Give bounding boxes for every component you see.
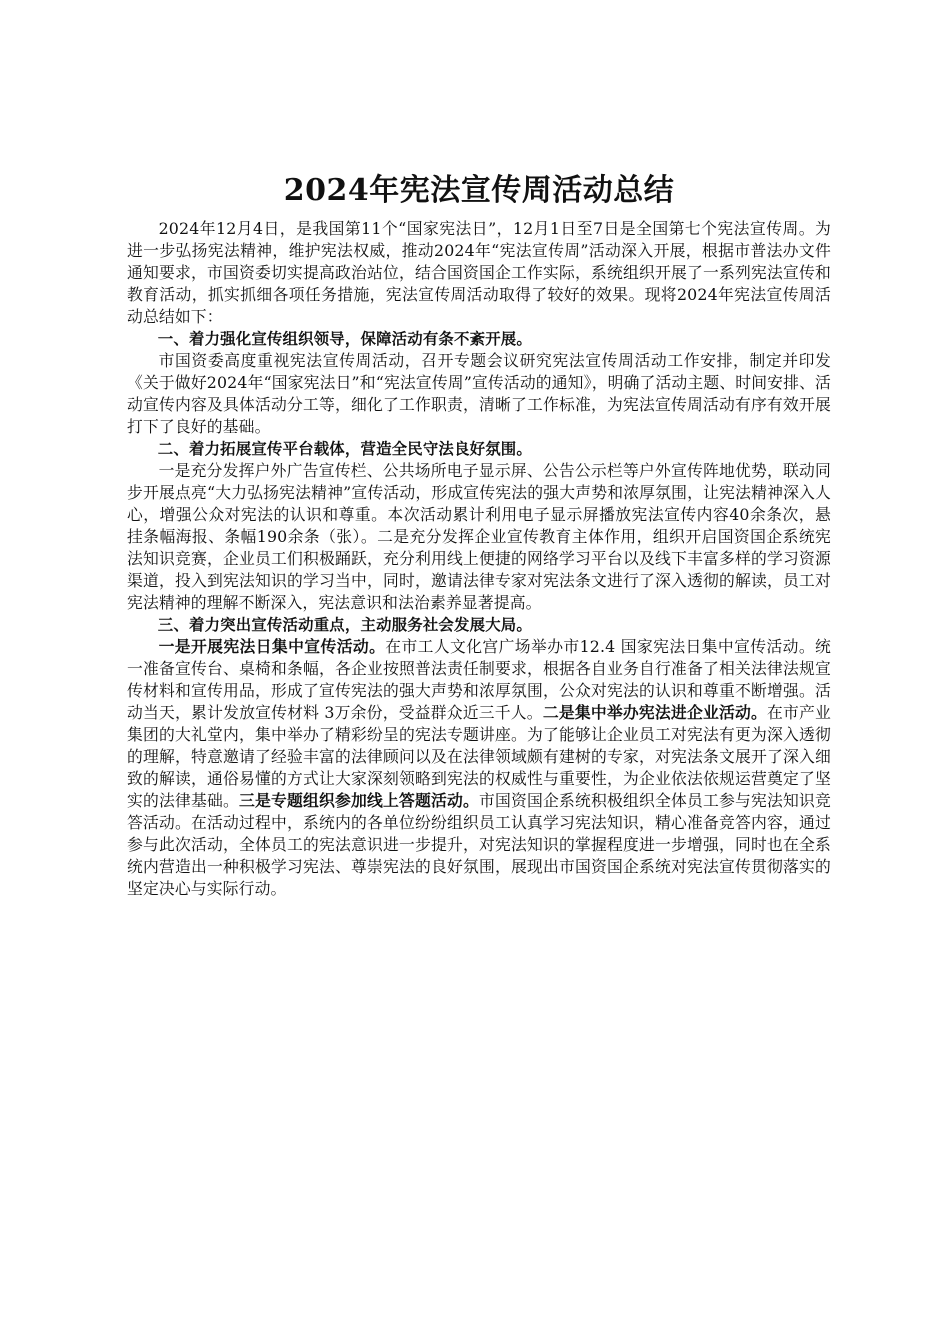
section-3-lead-2: 二是集中举办宪法进企业活动。 [542,703,768,722]
section-3-lead-3: 三是专题组织参加线上答题活动。 [239,791,480,810]
document-title: 2024年宪法宣传周活动总结 [283,173,675,208]
section-3-text-3: 市国资国企系统积极组织全体员工参与宪法知识竞答活动。在活动过程中，系统内的各单位纷纷组织员工认真学习宪法知识，精心准备竞答内容，通过参与此次活动，全体员工的宪法意识进一步提升，对宪法知识的掌握程度进一步增强，同时也在全系统内营造出一种积极学习宪法、尊崇宪法的良好氛围，展现出市国资国企系统对宪法宣传贯彻落实的坚定决心与实际行动。 [127,791,831,898]
section-1-heading: 一、着力强化宣传组织领导，保障活动有条不紊开展。 [157,330,532,348]
section-2-heading: 二、着力拓展宣传平台载体，营造全民守法良好氛围。 [157,440,532,458]
section-1-paragraph: 市国资委高度重视宪法宣传周活动，召开专题会议研究宪法宣传周活动工作安排，制定并印发《关于做好2024年“国家宪法日”和“宪法宣传周”宣传活动的通知》，明确了活动主题、时间安排、活动宣传内容及具体活动分工等，细化了工作职责，清晰了工作标准，为宪法宣传周活动有序有效开展打下了良好的基础。 [127,351,831,436]
document-body [127,170,831,900]
section-3-heading: 三、着力突出宣传活动重点，主动服务社会发展大局。 [157,616,532,634]
section-2-paragraph: 一是充分发挥户外广告宣传栏、公共场所电子显示屏、公告公示栏等户外宣传阵地优势，联动同步开展点亮“大力弘扬宪法精神”宣传活动，形成宣传宪法的强大声势和浓厚氛围，让宪法精神深入人心，增强公众对宪法的认识和尊重。本次活动累计利用电子显示屏播放宪法宣传内容40余条次，悬挂条幅海报、条幅190余条（张）。二是充分发挥企业宣传教育主体作用，组织开启国资国企系统宪法知识竞赛，企业员工们积极踊跃，充分利用线上便捷的网络学习平台以及线下丰富多样的学习资源渠道，投入到宪法知识的学习当中，同时，邀请法律专家对宪法条文进行了深入透彻的解读，员工对宪法精神的理解不断深入，宪法意识和法治素养显著提高。 [127,461,831,612]
intro-paragraph: 2024年12月4日，是我国第11个“国家宪法日”，12月1日至7日是全国第七个宪法宣传周。为进一步弘扬宪法精神，维护宪法权威，推动2024年“宪法宣传周”活动深入开展，根据市普法办文件通知要求，市国资委切实提高政治站位，结合国资国企工作实际，系统组织开展了一系列宪法宣传和教育活动，抓实抓细各项任务措施，宪法宣传周活动取得了较好的效果。现将2024年宪法宣传周活动总结如下： [127,219,831,326]
section-3-lead-1: 一是开展宪法日集中宣传活动。 [158,637,386,656]
section-3-text-2: 在市产业集团的大礼堂内，集中举办了精彩纷呈的宪法专题讲座。为了能够让企业员工对宪法有更为深入透彻的理解，特意邀请了经验丰富的法律顾问以及在法律领域颇有建树的专家，对宪法条文展开了深入细致的解读，通俗易懂的方式让大家深刻领略到宪法的权威性与重要性，为企业依法依规运营奠定了坚实的法律基础。 [127,703,832,810]
section-3-paragraph [127,636,831,900]
section-3-text-1: 在市工人文化宫广场举办市12.4 国家宪法日集中宣传活动。统一准备宣传台、桌椅和条幅，各企业按照普法责任制要求，根据各自业务自行准备了相关法律法规宣传材料和宣传用品，形成了宣传宪法的强大声势和浓厚氛围，公众对宪法的认识和尊重不断增强。活动当天，累计发放宣传材料 3万余份，受益群众近三千人。 [127,637,831,722]
